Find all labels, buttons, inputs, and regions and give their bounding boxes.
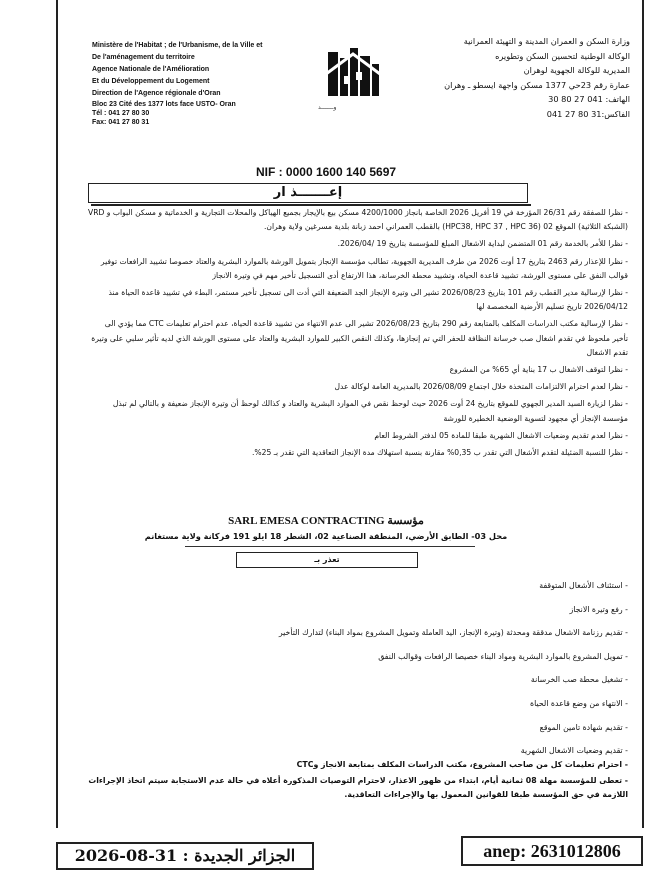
consideration-item: - نظرا لتوقف الاشغال ب 17 بناية أي 65% من المشروع bbox=[449, 365, 628, 375]
fr-line: Ministère de l'Habitat ; de l'Urbanisme, de la Ville et bbox=[92, 42, 263, 49]
ar-line: الفاكس:31 80 27 041 bbox=[546, 108, 630, 119]
nif-number: NIF : 0000 1600 140 5697 bbox=[255, 165, 397, 179]
anep-reference: anep: 2631012806 bbox=[483, 841, 621, 861]
consideration-item: - نظرا لإرسالية مدير القطب رقم 101 بتاريخ 2026/08/23 تشير الى وتيرة الإنجاز الجد الضعيفة التي أدت الى تسجيل تأخير مستمر، البطء في تشييد قاعدة الحياة منذ 2026/04/12 تاريخ تسليم الأرضية المخصصة لها bbox=[108, 288, 628, 312]
publication-date-box bbox=[56, 842, 314, 870]
consideration-item: - نظرا لعدم تقديم وضعيات الاشغال الشهرية طبقا للمادة 05 لدفتر الشروط العام bbox=[374, 430, 628, 440]
fr-line: Fax: 041 27 80 31 bbox=[92, 119, 150, 126]
arabic-header bbox=[420, 34, 630, 121]
ar-line: وزارة السكن و العمران المدينة و التهيئة العمرانية bbox=[463, 36, 630, 46]
ar-line: المديرية للوكالة الجهوية لوهران bbox=[523, 65, 630, 75]
requirement-item: - استئناف الأشغال المتوقفة bbox=[539, 581, 628, 590]
warning-title-box bbox=[236, 552, 418, 568]
fr-line: Et du Développement du Logement bbox=[92, 78, 210, 85]
closing-item: - تعطى للمؤسسة مهلة 08 ثمانية أيام، ابتداء من ظهور الاعذار، لاحترام التوصيات المذكورة أعلاه في حالة عدم الاستجابة سيتم اتخاذ الإجراءات اللازمة في حق المؤسسة طبقا للقوانين المعمول بها والإجراءات التعاقدية. bbox=[88, 776, 628, 799]
french-header bbox=[92, 40, 302, 127]
publication-date: الجزائر الجديدة : 31-08-2026 bbox=[74, 846, 296, 865]
fr-line: Bloc 23 Cité des 1377 lots face USTO- Oran bbox=[92, 101, 236, 108]
consideration-item: - نظرا للأمر بالخدمة رقم 01 المتضمن لبداية الاشغال المبلغ للمؤسسة بتاريخ 19 /2026/04. bbox=[337, 239, 628, 249]
address-underline bbox=[185, 546, 475, 547]
warning-title: تعذر بـ bbox=[314, 555, 340, 564]
consideration-item: - نظرا لعدم احترام الالتزامات المتخذة خلال اجتماع 2026/08/09 بالمديرية العامة لوكالة عدل bbox=[334, 382, 628, 392]
requirement-item: - الانتهاء من وضع قاعدة الحياة bbox=[530, 698, 628, 708]
requirement-item: - تقديم رزنامة الاشغال مدققة ومحدثة (وتيرة الإنجاز، اليد العاملة وتمويل المشروع بمواد البناء) لتدارك التأخير bbox=[278, 628, 628, 638]
requirement-item: - تقديم وضعيات الاشغال الشهرية bbox=[520, 746, 628, 756]
considerations-list bbox=[88, 206, 628, 463]
fr-line: De l'aménagement du territoire bbox=[92, 54, 195, 61]
ar-line: الوكالة الوطنية لتحسين السكن وتطويره bbox=[495, 50, 630, 61]
closing-section bbox=[88, 758, 628, 804]
consideration-item: - نظرا لإرسالية مكتب الدراسات المكلف بالمتابعة رقم 290 بتاريخ 2026/08/23 تشير الى عدم الانتهاء من تشييد قاعدة الحياة، عدم احترام تعليمات CTC مما يؤدي الى تأخير ملحوظ في تقدم اشغال صب خرسانة النظافة للحفر التي تم إنجازها، وكذلك النقص الكبير للموارد البشرية والعتاد على مستوى الورشة الذي لديه تأثير سلبي على وتيرة تقدم الاشغال bbox=[91, 319, 628, 357]
requirements-list bbox=[88, 574, 628, 763]
company-name: مؤسسة SARL EMESA CONTRACTING bbox=[228, 515, 424, 527]
notice-title: إعـــــــذ ار bbox=[273, 185, 343, 200]
ar-line: الهاتف: 041 27 80 30 bbox=[548, 94, 630, 104]
fr-line: Direction de l'Agence régionale d'Oran bbox=[92, 90, 221, 97]
requirement-item: - تشغيل محطة صب الخرسانة bbox=[530, 675, 628, 685]
requirement-item: - تمويل المشروع بالموارد البشرية ومواد البناء خصيصا الرافعات وقوالب النفق bbox=[378, 651, 628, 661]
consideration-item: - نظرا للإعذار رقم 2463 بتاريخ 17 أوت 2026 من طرف المديرية الجهوية، تطالب مؤسسة الإنجاز بتمويل الورشة بالموارد البشرية والعتاد خصوصا تشييد الرافعات توفير قوالب النفق على مستوى الورشة، تشييد قاعدة الحياة، وتشييد محطة الخرسانة، هذا الارتفاع أدى التسجيل تأخير مهم في وتيرة الانجاز bbox=[100, 256, 628, 280]
notice-title-box bbox=[88, 183, 528, 203]
anep-reference-box bbox=[461, 836, 643, 866]
logo-caption: وـــــــد bbox=[318, 104, 337, 111]
fr-line: Agence Nationale de l'Amélioration bbox=[92, 66, 210, 73]
consideration-item: - نظرا للنسبة الضئيلة لتقدم الأشغال التي تقدر ب 0,35% مقارنة بنسبة استهلاك مدة الإنجاز التعاقدية التي تقدر بـ 25%. bbox=[252, 448, 628, 458]
requirement-item: - رفع وتيرة الانجاز bbox=[569, 604, 628, 614]
consideration-item: - نظرا للصفقة رقم 26/31 المؤرخة في 19 أفريل 2026 الخاصة بانجاز 4200/1000 مسكن بيع بالإيجار بجميع الهياكل والمحلات التجارية و الخدماتية و مسكن البواب و VRD (الشبكة الثلاثية) الموقع 02 (HPC38, HPC 37 , HPC 36) بالقطب العمراني احمد زبانة بلدية مسرغين ولاية وهران. bbox=[88, 208, 628, 232]
closing-item: - احترام تعليمات كل من صاحب المشروع، مكتب الدراسات المكلف بمتابعة الانجاز وCTC bbox=[296, 760, 628, 769]
fr-line: Tél : 041 27 80 30 bbox=[92, 110, 150, 117]
requirement-item: - تقديم شهادة تامين الموقع bbox=[539, 722, 628, 732]
ar-line: عمارة رقم 23حي 1377 مسكن واجهة ايسطو ـ وهران bbox=[444, 79, 630, 90]
company-address: محل 03- الطابق الأرضي، المنطقة الصناعية 02، الشطر 18 ايلو 191 فركانة ولاية مستغانم bbox=[144, 531, 508, 541]
consideration-item: - نظرا لزيارة السيد المدير الجهوي للموقع بتاريخ 24 أوت 2026 حيث لوحظ نقص في الموارد البشرية والعتاد و كذالك لوحظ أن وتيرة الإنجاز ضعيفة و بالتالي لم تبذل مؤسسة الإنجاز أي مجهود لتسوية الوضعية الخطيرة للورشة bbox=[112, 399, 628, 423]
